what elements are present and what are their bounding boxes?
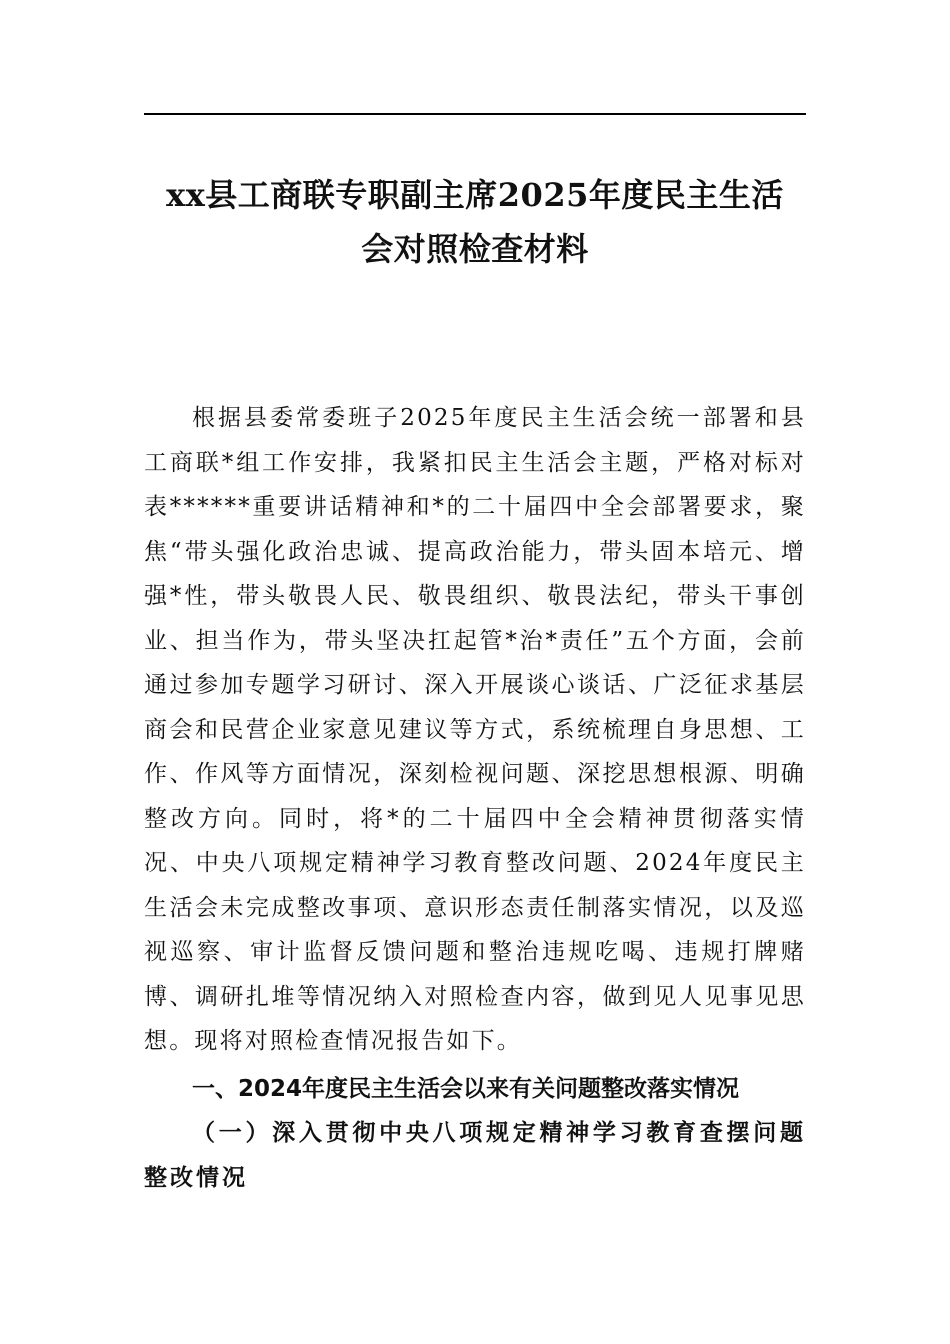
intro-paragraph: 根据县委常委班子2025年度民主生活会统一部署和县工商联*组工作安排，我紧扣民主生活会主题，严格对标对表******重要讲话精神和*的二十届四中全会部署要求，聚焦“带头强化政治忠诚、提高政治能力，带头固本培元、增强*性，带头敬畏人民、敬畏组织、敬畏法纪，带头干事创业、担当作为，带头坚决扛起管*治*责任”五个方面，会前通过参加专题学习研讨、深入开展谈心谈话、广泛征求基层商会和民营企业家意见建议等方式，系统梳理自身思想、工作、作风等方面情况，深刻检视问题、深挖思想根源、明确整改方向。同时，将*的二十届四中全会精神贯彻落实情况、中央八项规定精神学习教育整改问题、2024年度民主生活会未完成整改事项、意识形态责任制落实情况，以及巡视巡察、审计监督反馈问题和整治违规吃喝、违规打牌赌博、调研扎堆等情况纳入对照检查内容，做到见人见事见思想。现将对照检查情况报告如下。 xyxy=(144,405,806,1054)
header-rule xyxy=(144,113,806,115)
section-heading-1: 一、2024年度民主生活会以来有关问题整改落实情况 xyxy=(192,1076,740,1102)
title-line-2: 会对照检查材料 xyxy=(361,230,589,268)
document-title xyxy=(144,168,806,276)
title-line-1: xx县工商联专职副主席2025年度民主生活 xyxy=(166,176,784,214)
subsection-heading-1: （一）深入贯彻中央八项规定精神学习教育查摆问题整改情况 xyxy=(144,1119,806,1191)
